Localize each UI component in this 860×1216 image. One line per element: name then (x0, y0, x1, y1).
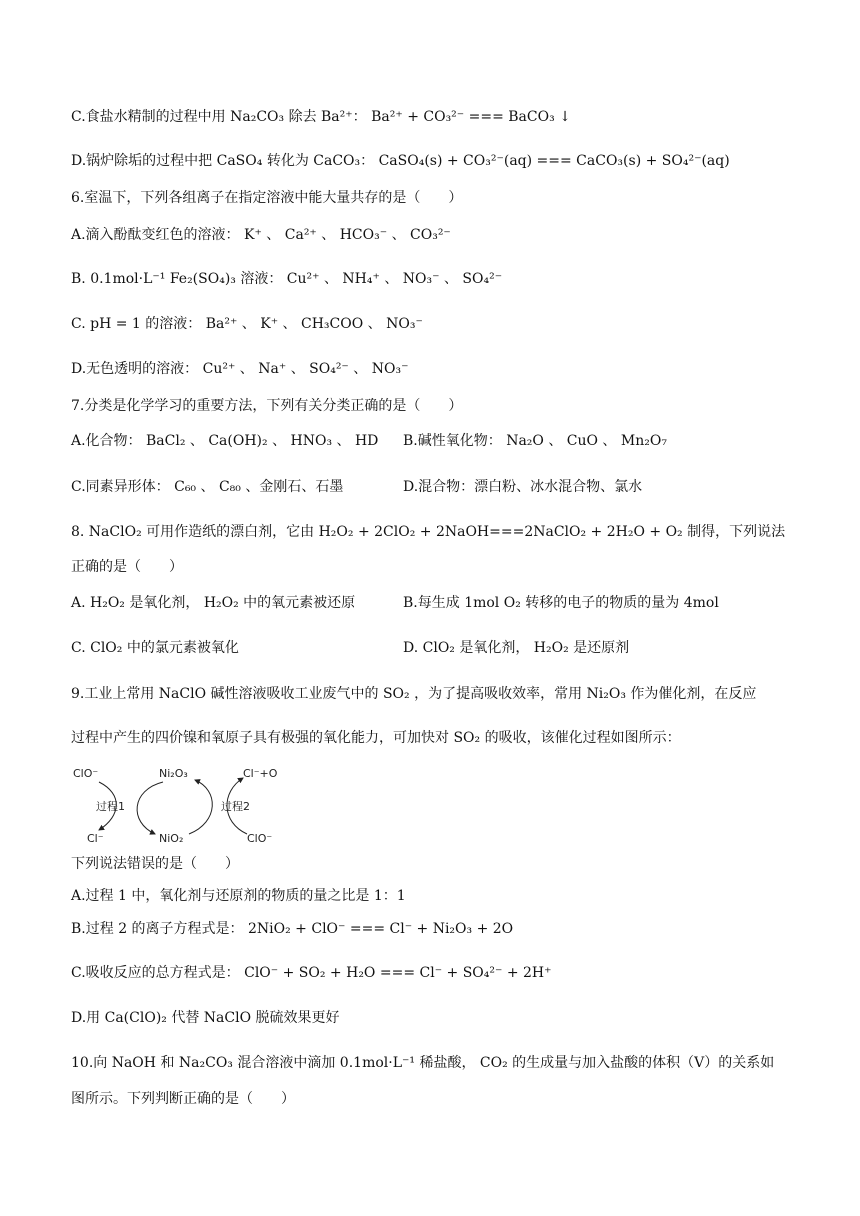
diagram-top-left: ClO⁻ (73, 767, 99, 780)
diagram-process1: 过程1 (96, 800, 125, 813)
catalysis-cycle-diagram (71, 764, 286, 846)
q9-stem-cont: 过程中产生的四价镍和氧原子具有极强的氧化能力，可加快对 SO₂ 的吸收，该催化过程如图所示： (71, 730, 681, 746)
q7-option-d: D.混合物：漂白粉、冰水混合物、氯水 (403, 479, 643, 495)
q7-option-a: A.化合物： BaCl₂ 、 Ca(OH)₂ 、 HNO₃ 、 HD (71, 433, 379, 449)
q9-stem: 9.工业上常用 NaClO 碱性溶液吸收工业废气中的 SO₂ ，为了提高吸收效率，常用 Ni₂O₃ 作为催化剂，在反应 (71, 686, 757, 702)
q5-option-d: D.锅炉除垢的过程中把 CaSO₄ 转化为 CaCO₃： CaSO₄(s) + CO₃²⁻(aq) === CaCO₃(s) + SO₄²⁻(aq) (71, 153, 730, 169)
q9-option-d: D.用 Ca(ClO)₂ 代替 NaClO 脱硫效果更好 (71, 1010, 340, 1026)
q9-option-c: C.吸收反应的总方程式是： ClO⁻ + SO₂ + H₂O === Cl⁻ + SO₄²⁻ + 2H⁺ (71, 965, 552, 981)
q7-option-c: C.同素异形体： C₆₀ 、 C₈₀ 、金刚石、石墨 (71, 479, 344, 495)
q8-option-b: B.每生成 1mol O₂ 转移的电子的物质的量为 4mol (403, 595, 719, 611)
q6-option-a: A.滴入酚酞变红色的溶液： K⁺ 、 Ca²⁺ 、 HCO₃⁻ 、 CO₃²⁻ (71, 227, 451, 243)
q6-stem: 6.室温下，下列各组离子在指定溶液中能大量共存的是（ ） (71, 190, 463, 206)
q8-stem-cont: 正确的是（ ） (71, 559, 183, 575)
q8-stem: 8. NaClO₂ 可用作造纸的漂白剂，它由 H₂O₂ + 2ClO₂ + 2NaOH===2NaClO₂ + 2H₂O + O₂ 制得，下列说法 (71, 524, 786, 540)
q6-option-d: D.无色透明的溶液： Cu²⁺ 、 Na⁺ 、 SO₄²⁻ 、 NO₃⁻ (71, 361, 409, 377)
q7-row-cd (71, 476, 800, 498)
q5-option-c: C.食盐水精制的过程中用 Na₂CO₃ 除去 Ba²⁺： Ba²⁺ + CO₃²⁻ === BaCO₃ ↓ (71, 109, 571, 125)
q10-stem: 10.向 NaOH 和 Na₂CO₃ 混合溶液中滴加 0.1mol·L⁻¹ 稀盐酸， CO₂ 的生成量与加入盐酸的体积（V）的关系如 (71, 1055, 775, 1071)
q8-option-d: D. ClO₂ 是氧化剂， H₂O₂ 是还原剂 (403, 640, 630, 656)
diagram-process2: 过程2 (221, 800, 250, 813)
q9-option-a: A.过程 1 中，氧化剂与还原剂的物质的量之比是 1：1 (71, 888, 406, 904)
q7-stem: 7.分类是化学学习的重要方法，下列有关分类正确的是（ ） (71, 398, 463, 414)
q7-option-b: B.碱性氧化物： Na₂O 、 CuO 、 Mn₂O₇ (403, 433, 667, 449)
diagram-bot-mid: NiO₂ (159, 832, 184, 845)
q9-option-b: B.过程 2 的离子方程式是： 2NiO₂ + ClO⁻ === Cl⁻ + Ni₂O₃ + 2O (71, 921, 514, 937)
q8-row-ab (71, 592, 800, 614)
diagram-bot-left: Cl⁻ (87, 832, 104, 845)
q8-option-a: A. H₂O₂ 是氧化剂， H₂O₂ 中的氧元素被还原 (71, 595, 356, 611)
q8-option-c: C. ClO₂ 中的氯元素被氧化 (71, 640, 239, 656)
process2-arc-up (189, 780, 212, 834)
q8-row-cd (71, 637, 800, 659)
diagram-top-mid: Ni₂O₃ (159, 767, 188, 780)
q6-option-c: C. pH = 1 的溶液： Ba²⁺ 、 K⁺ 、 CH₃COO 、 NO₃⁻ (71, 316, 423, 332)
catalysis-cycle-svg (71, 764, 286, 846)
q10-stem-cont: 图所示。下列判断正确的是（ ） (71, 1091, 295, 1107)
diagram-bot-right: ClO⁻ (247, 832, 273, 845)
q9-question: 下列说法错误的是（ ） (71, 856, 239, 872)
q7-row-ab (71, 430, 800, 452)
q6-option-b: B. 0.1mol·L⁻¹ Fe₂(SO₄)₃ 溶液： Cu²⁺ 、 NH₄⁺ 、 NO₃⁻ 、 SO₄²⁻ (71, 271, 503, 287)
process1-arc-down (137, 782, 163, 834)
diagram-top-right: Cl⁻+O (243, 767, 278, 780)
